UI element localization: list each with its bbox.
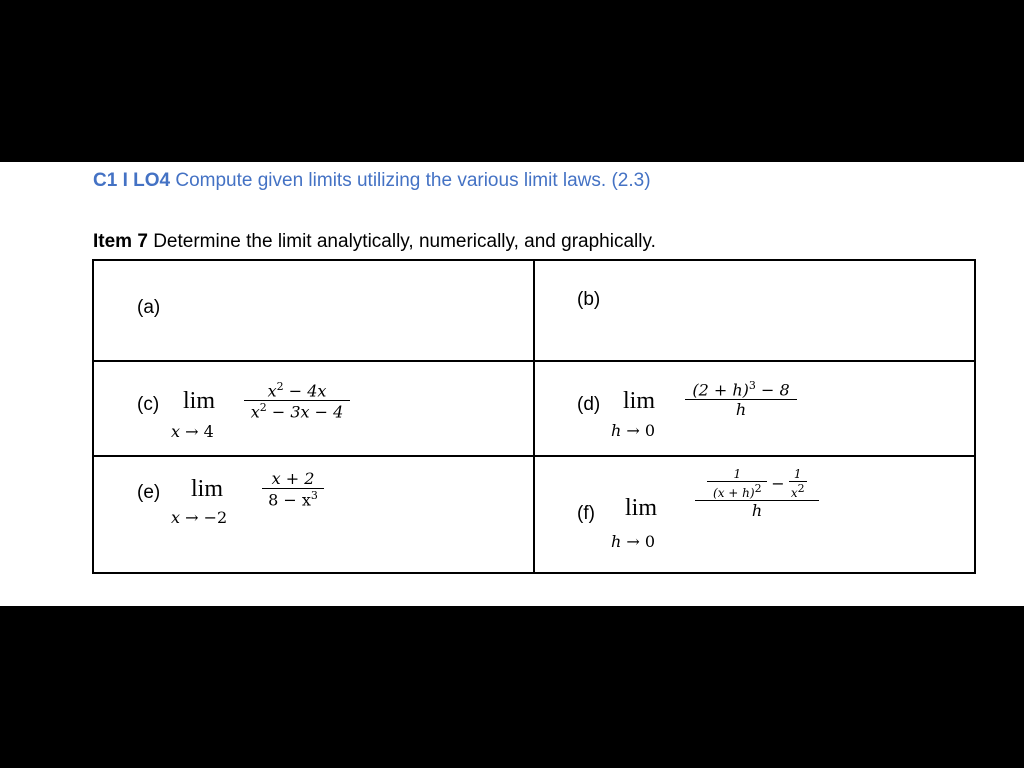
cell-b-label: (b) (577, 289, 601, 310)
cell-c-fraction (244, 380, 350, 422)
item-label: Item 7 (93, 231, 148, 252)
cell-a-label: (a) (137, 297, 161, 318)
cell-e (93, 456, 534, 573)
item-instructions: Determine the limit analytically, numerically, and graphically. (153, 231, 656, 252)
cell-f-numerator: $\frac{1}{(x + h)^2}$ − $\frac{1}{x^2}$ (695, 467, 819, 500)
cell-e-fraction (262, 469, 324, 509)
cell-d (534, 361, 975, 457)
cell-d-approach: h → 0 (611, 420, 656, 440)
cell-e-numerator: x + 2 (271, 469, 315, 489)
cell-e-approach: x → −2 (171, 508, 228, 528)
cell-c-approach: x → 4 (171, 421, 214, 441)
objective-text: Compute given limits utilizing the various limit laws. (2.3) (175, 170, 651, 191)
cell-f-fraction (695, 467, 819, 520)
cell-d-label: (d) (577, 393, 601, 415)
cell-e-denominator: $8 - x^3$ (268, 489, 318, 510)
cell-f-approach: h → 0 (611, 532, 656, 552)
cell-c-denominator: $x^2 - 3x - 4$ (250, 400, 344, 422)
cell-c-numerator: $x^2 - 4x$ (267, 379, 327, 400)
cell-d-lim: lim (623, 387, 656, 414)
objective-code: C1 I LO4 (93, 170, 171, 191)
cell-f (534, 456, 975, 573)
cell-b (534, 260, 975, 361)
cell-c-label: (c) (137, 393, 160, 415)
cell-f-lim: lim (625, 495, 658, 522)
cell-f-term1: $\frac{1}{(x + h)^2}$ (707, 467, 767, 500)
cell-f-label: (f) (577, 503, 595, 525)
cell-a (93, 260, 534, 361)
cell-c (93, 361, 534, 457)
worksheet-page (0, 162, 1024, 606)
limits-table (92, 259, 976, 574)
cell-e-lim: lim (191, 476, 224, 503)
cell-e-label: (e) (137, 482, 161, 504)
cell-d-fraction (685, 379, 797, 419)
item-heading (93, 231, 656, 253)
cell-c-lim: lim (183, 387, 216, 414)
cell-f-term2: $\frac{1}{x^2}$ (789, 467, 807, 500)
learning-objective (93, 170, 651, 192)
cell-d-denominator: h (735, 399, 747, 419)
cell-d-numerator: $(2 + h)^3 - 8$ (692, 378, 790, 399)
cell-f-denominator: h (751, 501, 763, 521)
